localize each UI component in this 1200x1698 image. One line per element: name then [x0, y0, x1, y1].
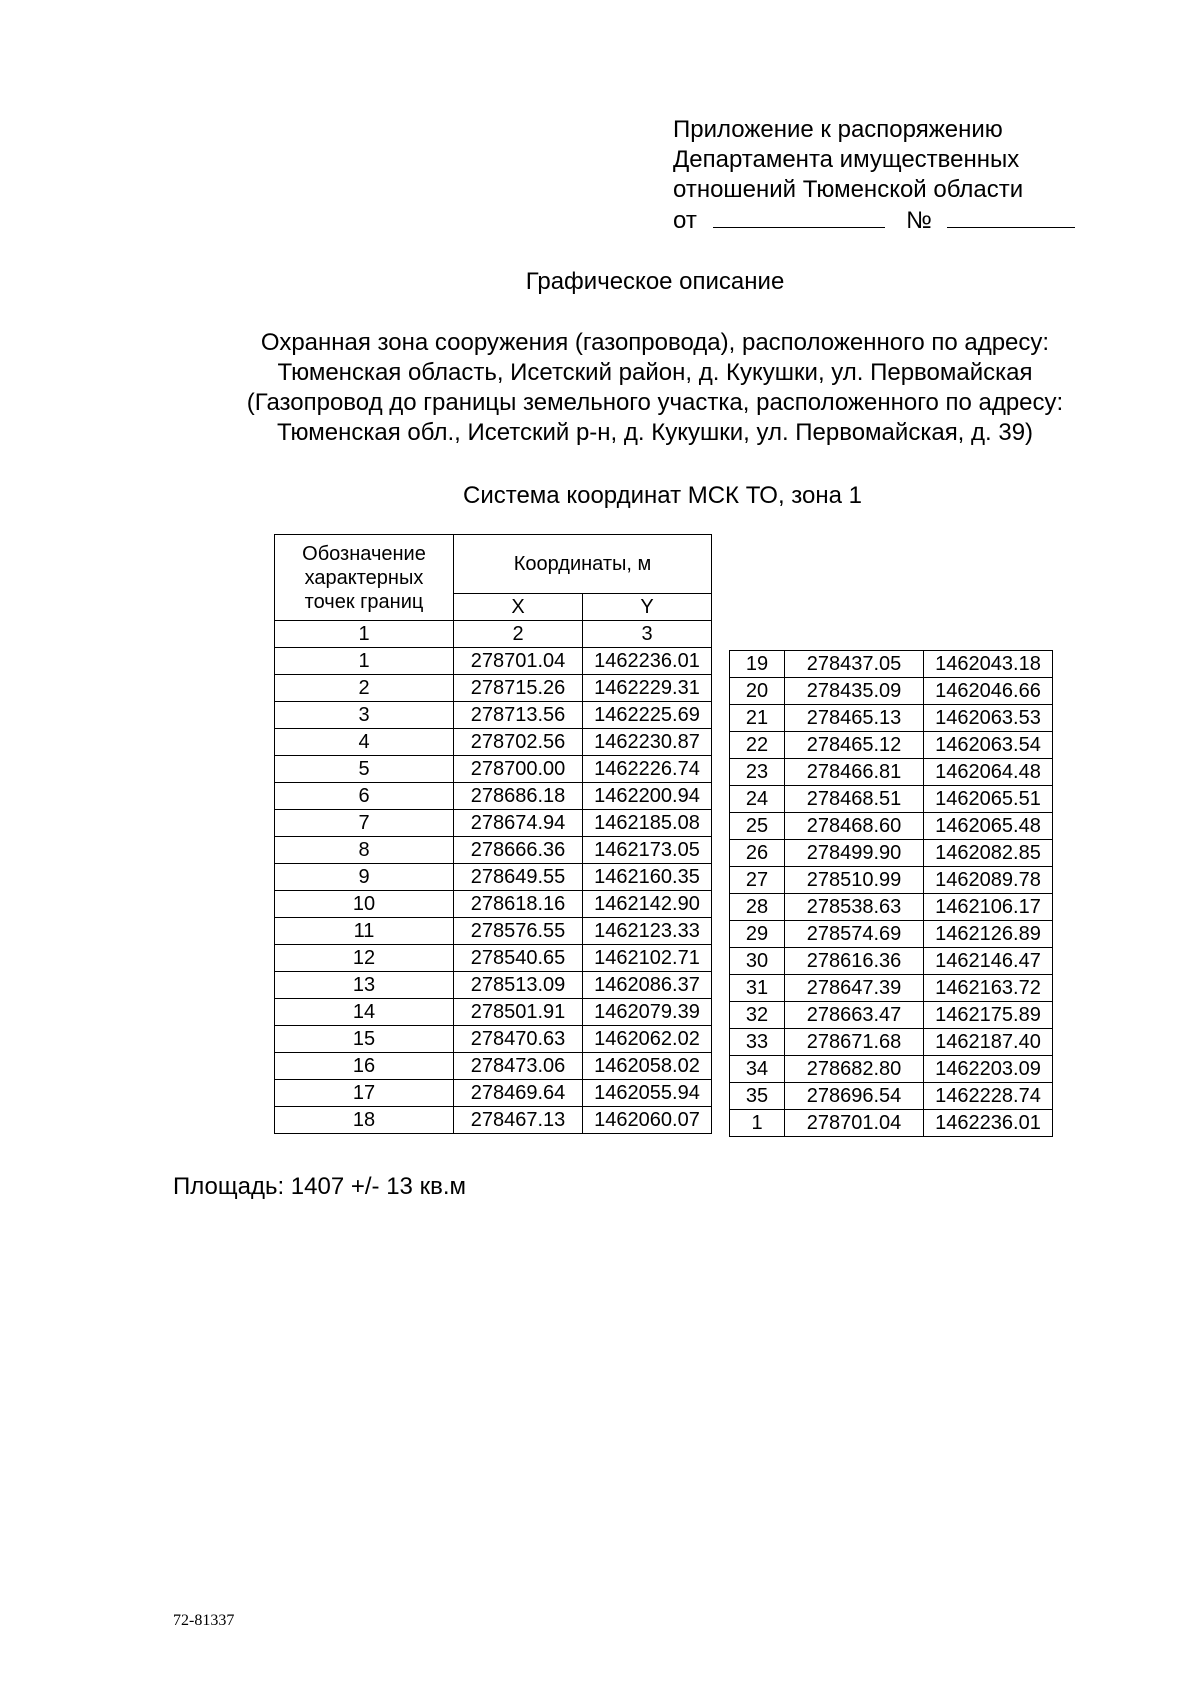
- y-cell: 1462142.90: [583, 891, 712, 918]
- table-row: [730, 651, 1053, 678]
- point-cell: 11: [275, 918, 454, 945]
- x-cell: 278540.65: [454, 945, 583, 972]
- y-cell: 1462065.51: [924, 786, 1053, 813]
- x-cell: 278499.90: [785, 840, 924, 867]
- table-row: [730, 975, 1053, 1002]
- table-row: [730, 1002, 1053, 1029]
- table-row: [730, 867, 1053, 894]
- point-cell: 19: [730, 651, 785, 678]
- point-cell: 8: [275, 837, 454, 864]
- y-cell: 1462185.08: [583, 810, 712, 837]
- x-cell: 278686.18: [454, 783, 583, 810]
- y-cell: 1462126.89: [924, 921, 1053, 948]
- x-cell: 278501.91: [454, 999, 583, 1026]
- coords-header-cell: Координаты, м: [454, 535, 712, 594]
- x-cell: 278671.68: [785, 1029, 924, 1056]
- point-cell: 22: [730, 732, 785, 759]
- x-cell: 278696.54: [785, 1083, 924, 1110]
- y-cell: 1462043.18: [924, 651, 1053, 678]
- point-cell: 7: [275, 810, 454, 837]
- y-cell: 1462060.07: [583, 1107, 712, 1134]
- x-cell: 278715.26: [454, 675, 583, 702]
- y-cell: 1462123.33: [583, 918, 712, 945]
- point-cell: 35: [730, 1083, 785, 1110]
- table-row: [275, 918, 712, 945]
- x-cell: 278437.05: [785, 651, 924, 678]
- x-cell: 278473.06: [454, 1053, 583, 1080]
- table-row: [730, 813, 1053, 840]
- point-cell: 1: [275, 648, 454, 675]
- table-row: [730, 705, 1053, 732]
- table-row: [730, 921, 1053, 948]
- header-line: Департамента имущественных: [673, 146, 1020, 173]
- point-cell: 33: [730, 1029, 785, 1056]
- x-cell: 278435.09: [785, 678, 924, 705]
- point-cell: 23: [730, 759, 785, 786]
- point-cell: 6: [275, 783, 454, 810]
- y-cell: 1462058.02: [583, 1053, 712, 1080]
- y-cell: 1462173.05: [583, 837, 712, 864]
- y-cell: 1462200.94: [583, 783, 712, 810]
- point-cell: 13: [275, 972, 454, 999]
- y-cell: 1462163.72: [924, 975, 1053, 1002]
- table-row: [275, 1080, 712, 1107]
- table-row: [730, 732, 1053, 759]
- point-cell: 31: [730, 975, 785, 1002]
- x-cell: 278468.51: [785, 786, 924, 813]
- x-cell: 278701.04: [785, 1110, 924, 1137]
- table-row: [275, 810, 712, 837]
- table-row: [730, 1056, 1053, 1083]
- document-number: 72-81337: [173, 1612, 235, 1629]
- y-cell: 1462146.47: [924, 948, 1053, 975]
- point-cell: 20: [730, 678, 785, 705]
- x-cell: 278467.13: [454, 1107, 583, 1134]
- x-cell: 278576.55: [454, 918, 583, 945]
- x-cell: 278468.60: [785, 813, 924, 840]
- table-row: [275, 999, 712, 1026]
- date-number-line: [673, 205, 1075, 236]
- table-row: [275, 1026, 712, 1053]
- x-cell: 278538.63: [785, 894, 924, 921]
- x-cell: 278465.12: [785, 732, 924, 759]
- table-row: [275, 702, 712, 729]
- x-cell: 278649.55: [454, 864, 583, 891]
- y-header-cell: Y: [583, 594, 712, 621]
- y-cell: 1462089.78: [924, 867, 1053, 894]
- x-cell: 278465.13: [785, 705, 924, 732]
- point-cell: 25: [730, 813, 785, 840]
- table-row: [275, 675, 712, 702]
- x-cell: 278513.09: [454, 972, 583, 999]
- y-cell: 1462160.35: [583, 864, 712, 891]
- y-cell: 1462226.74: [583, 756, 712, 783]
- y-cell: 1462046.66: [924, 678, 1053, 705]
- point-cell: 1: [730, 1110, 785, 1137]
- x-header-cell: X: [454, 594, 583, 621]
- y-cell: 1462203.09: [924, 1056, 1053, 1083]
- point-cell: 26: [730, 840, 785, 867]
- y-cell: 1462086.37: [583, 972, 712, 999]
- y-cell: 1462106.17: [924, 894, 1053, 921]
- point-cell: 2: [275, 675, 454, 702]
- y-cell: 1462055.94: [583, 1080, 712, 1107]
- document-title: Графическое описание: [525, 268, 785, 295]
- date-blank: [713, 205, 885, 228]
- x-cell: 278713.56: [454, 702, 583, 729]
- x-cell: 278647.39: [785, 975, 924, 1002]
- y-cell: 1462063.54: [924, 732, 1053, 759]
- y-cell: 1462065.48: [924, 813, 1053, 840]
- column-number-cell: 2: [454, 621, 583, 648]
- point-cell: 24: [730, 786, 785, 813]
- x-cell: 278666.36: [454, 837, 583, 864]
- column-number-cell: 1: [275, 621, 454, 648]
- point-cell: 21: [730, 705, 785, 732]
- subject-line: Тюменская обл., Исетский р-н, д. Кукушки, ул. Первомайская, д. 39): [276, 419, 1034, 446]
- x-cell: 278701.04: [454, 648, 583, 675]
- x-cell: 278574.69: [785, 921, 924, 948]
- x-cell: 278700.00: [454, 756, 583, 783]
- y-cell: 1462063.53: [924, 705, 1053, 732]
- number-sign: №: [906, 207, 932, 234]
- column-number-row: [275, 621, 712, 648]
- table-row: [730, 786, 1053, 813]
- x-cell: 278510.99: [785, 867, 924, 894]
- table-row: [730, 759, 1053, 786]
- y-cell: 1462082.85: [924, 840, 1053, 867]
- x-cell: 278470.63: [454, 1026, 583, 1053]
- point-cell: 10: [275, 891, 454, 918]
- point-cell: 30: [730, 948, 785, 975]
- table-row: [275, 729, 712, 756]
- point-cell: 16: [275, 1053, 454, 1080]
- table-row: [275, 972, 712, 999]
- y-cell: 1462062.02: [583, 1026, 712, 1053]
- table-row: [275, 945, 712, 972]
- y-cell: 1462228.74: [924, 1083, 1053, 1110]
- point-cell: 28: [730, 894, 785, 921]
- x-cell: 278616.36: [785, 948, 924, 975]
- coordinates-table-left: [274, 534, 712, 1134]
- point-cell: 18: [275, 1107, 454, 1134]
- table-header-row: [275, 535, 712, 594]
- y-cell: 1462175.89: [924, 1002, 1053, 1029]
- y-cell: 1462225.69: [583, 702, 712, 729]
- number-blank: [947, 205, 1075, 228]
- area-text: Площадь: 1407 +/- 13 кв.м: [173, 1173, 466, 1200]
- point-cell: 27: [730, 867, 785, 894]
- table-row: [275, 891, 712, 918]
- x-cell: 278674.94: [454, 810, 583, 837]
- header-line: Приложение к распоряжению: [673, 116, 1003, 143]
- x-cell: 278618.16: [454, 891, 583, 918]
- point-cell: 34: [730, 1056, 785, 1083]
- point-cell: 29: [730, 921, 785, 948]
- y-cell: 1462236.01: [583, 648, 712, 675]
- table-row: [275, 783, 712, 810]
- point-cell: 12: [275, 945, 454, 972]
- table-row: [730, 840, 1053, 867]
- table-row: [730, 1029, 1053, 1056]
- subject-line: Охранная зона сооружения (газопровода), расположенного по адресу:: [260, 329, 1050, 356]
- header-line: отношений Тюменской области: [673, 176, 1024, 203]
- x-cell: 278663.47: [785, 1002, 924, 1029]
- y-cell: 1462064.48: [924, 759, 1053, 786]
- point-header-cell: Обозначение характерных точек границ: [275, 535, 454, 621]
- table-row: [275, 756, 712, 783]
- y-cell: 1462187.40: [924, 1029, 1053, 1056]
- y-cell: 1462079.39: [583, 999, 712, 1026]
- date-prefix: от: [673, 207, 697, 234]
- x-cell: 278469.64: [454, 1080, 583, 1107]
- point-cell: 14: [275, 999, 454, 1026]
- y-cell: 1462230.87: [583, 729, 712, 756]
- coordinate-system: Система координат МСК ТО, зона 1: [463, 482, 862, 509]
- table-row: [275, 648, 712, 675]
- point-cell: 3: [275, 702, 454, 729]
- appendix-header: [673, 115, 1075, 236]
- x-cell: 278466.81: [785, 759, 924, 786]
- point-cell: 5: [275, 756, 454, 783]
- table-row: [730, 948, 1053, 975]
- y-cell: 1462102.71: [583, 945, 712, 972]
- subject-line: Тюменская область, Исетский район, д. Кукушки, ул. Первомайская: [277, 359, 1033, 386]
- table-row: [730, 894, 1053, 921]
- table-row: [730, 678, 1053, 705]
- coordinates-table-right: [729, 650, 1053, 1137]
- x-cell: 278702.56: [454, 729, 583, 756]
- table-row: [275, 1053, 712, 1080]
- table-row: [730, 1083, 1053, 1110]
- table-row: [730, 1110, 1053, 1137]
- table-row: [275, 837, 712, 864]
- point-cell: 4: [275, 729, 454, 756]
- point-cell: 9: [275, 864, 454, 891]
- point-cell: 17: [275, 1080, 454, 1107]
- point-cell: 15: [275, 1026, 454, 1053]
- subject-line: (Газопровод до границы земельного участка, расположенного по адресу:: [246, 389, 1064, 416]
- table-row: [275, 864, 712, 891]
- x-cell: 278682.80: [785, 1056, 924, 1083]
- table-row: [275, 1107, 712, 1134]
- subject-description: [0, 328, 1200, 448]
- y-cell: 1462236.01: [924, 1110, 1053, 1137]
- point-cell: 32: [730, 1002, 785, 1029]
- column-number-cell: 3: [583, 621, 712, 648]
- y-cell: 1462229.31: [583, 675, 712, 702]
